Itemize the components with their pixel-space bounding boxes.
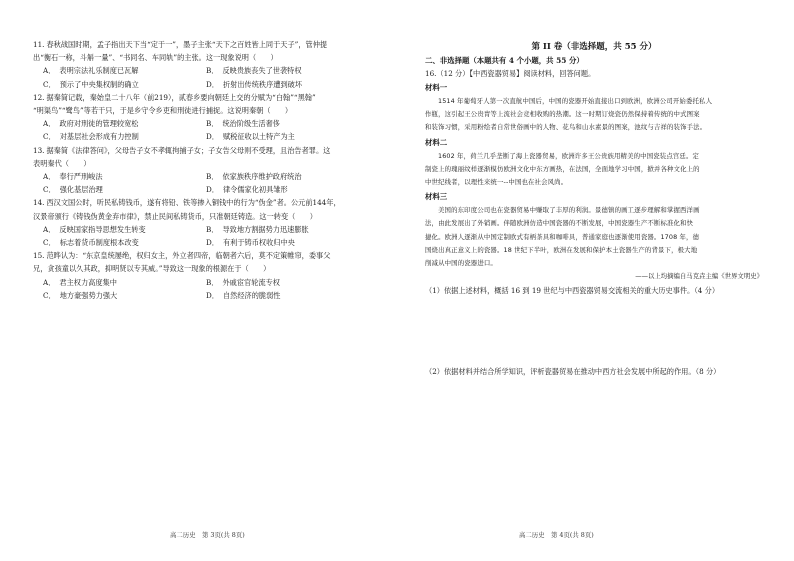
option-text: 对基层社会形成有力控制 xyxy=(59,132,139,142)
option-letter: A． xyxy=(43,224,56,234)
material-label: 材料一 xyxy=(425,83,448,92)
option-letter: A． xyxy=(43,66,56,76)
question-16-stem: 16.（12 分）【中西瓷器贸易】阅读材料，回答问题。 xyxy=(425,69,596,78)
question-12 xyxy=(33,91,369,144)
material-1 xyxy=(425,81,763,135)
option-text: 外戚宦官轮流专权 xyxy=(222,277,280,287)
question-13 xyxy=(33,144,369,197)
option-text: 统治阶级生活奢侈 xyxy=(222,119,280,129)
option-a xyxy=(43,117,206,130)
option-text: 导致地方割据势力迅速膨胀 xyxy=(222,224,309,234)
question-15 xyxy=(33,249,369,302)
option-letter: D． xyxy=(206,185,219,195)
question-text-line: 春秋战国时期，孟子指出天下当“定于一”，墨子主张“天下之百姓皆上同于天子”，管仲提 xyxy=(46,40,328,49)
option-letter: C． xyxy=(43,79,56,89)
question-number: 13. xyxy=(33,145,45,155)
option-letter: B． xyxy=(206,277,219,287)
option-c xyxy=(43,78,206,91)
option-d xyxy=(206,183,369,196)
option-b xyxy=(206,117,369,130)
question-text-line: 兄，贪孩童以久其政，抑明贤以专其威。”导致这一现象的根源在于（ ） xyxy=(33,264,271,274)
question-text-line: 据秦简《法律答问》，父母告子女不孝辄拘捕子女；子女告父母则不受理，且治告者罪。这 xyxy=(46,145,331,155)
question-number: 15. xyxy=(33,251,45,261)
material-line: 和装饰习惯，采用粉绘者自常世俗画中的人物、花鸟和山水素景的图案，池纹与吉祥的装饰手法。 xyxy=(425,123,707,132)
material-label: 材料二 xyxy=(425,137,448,147)
page-footer: 高二历史 第 4页(共 8页) xyxy=(519,531,594,539)
option-d xyxy=(206,78,369,91)
option-text: 政府对刑徒的管理较宽松 xyxy=(59,119,139,129)
option-letter: B． xyxy=(206,224,219,234)
question-text-line: 范晔认为：“东京皇统屡绝，权归女主，外立者四帝，临朝者六后，莫不定策帷帘，委事父 xyxy=(46,251,331,261)
question-stem xyxy=(33,144,369,157)
options xyxy=(33,117,369,143)
option-a xyxy=(43,170,206,183)
question-number: 14. xyxy=(33,198,45,208)
options xyxy=(33,64,369,90)
material-line: 国烧出真正意义上的瓷器。18 世纪下半叶，欧洲在发展和保护本土瓷器生产的背景下，极大地 xyxy=(425,245,698,254)
question-text-line: 据秦简记载，秦始皇二十八年（前219），贰春乡要向朝廷上交的分赋为“白翰”“黑翰” xyxy=(46,92,316,102)
option-letter: B． xyxy=(206,172,219,182)
option-text: 表明宗法礼乐制度已瓦解 xyxy=(59,66,139,76)
sub-question-2: （2）依据材料并结合所学知识，评析瓷器贸易在推动中西方社会发展中所起的作用。（8 分） xyxy=(425,367,721,377)
page-footer: 高二历史 第 3页(共 8页) xyxy=(170,531,245,539)
option-c xyxy=(43,130,206,143)
material-line: 美国的东印度公司也在瓷器贸易中赚取了丰厚的利润。景德镇的画工逐步理解和掌握西洋画 xyxy=(438,206,700,215)
option-letter: C． xyxy=(43,290,56,300)
option-letter: D． xyxy=(206,238,219,248)
option-text: 依家族秩序维护政府统治 xyxy=(222,172,302,182)
question-number: 12. xyxy=(33,92,45,102)
section-title: 二、非选择题（本题共有 4 个小题，共 55 分） xyxy=(425,56,584,65)
option-letter: D． xyxy=(206,290,219,300)
option-b xyxy=(206,276,369,289)
option-c xyxy=(43,236,206,249)
material-line: 捷化。欧洲人逐渐从中国定制欧式有柄茶具和咖啡具，普通家庭也逐渐使用瓷器。1708 年，德 xyxy=(425,232,700,241)
option-text: 折射出传统秩序遭到破坏 xyxy=(222,79,303,89)
left-page-content xyxy=(33,38,369,302)
question-11 xyxy=(33,38,369,91)
option-d xyxy=(206,130,369,143)
material-3 xyxy=(425,190,763,270)
question-text-line: 汉景帝颁行《铸钱伪黄金弃市律》，禁止民间私铸货币，只准朝廷铸造。这一转变（ ） xyxy=(33,211,317,221)
option-text: 强化基层治理 xyxy=(59,185,103,195)
question-stem xyxy=(33,249,369,262)
material-line: 作瓶，这引起王公贵胄等上流社会竞相收购的热潮。这一时期订烧瓷仍然保持着传统的中式图案 xyxy=(425,110,700,119)
material-line: 1602 年，荷兰几乎垄断了海上瓷器贸易，欧洲许多王公贵族用精美的中国瓷装点宫廷。定 xyxy=(438,151,700,160)
material-line: 1514 年葡萄牙人第一次直航中国后，中国的瓷器开始直接出口到欧洲，欧洲公司开始委托私人 xyxy=(438,97,713,105)
material-2 xyxy=(425,136,763,190)
option-text: 自然经济的脆弱性 xyxy=(222,290,281,300)
option-text: 有利于铸币权收归中央 xyxy=(222,238,295,248)
volume-title: 第 II 卷（非选择题，共 55 分） xyxy=(531,42,657,52)
question-stem xyxy=(33,38,369,51)
option-text: 地方豪强势力强大 xyxy=(59,290,118,300)
right-page-content xyxy=(425,38,763,378)
material-source: ——以上均摘编自马克垚主编《世界文明史》 xyxy=(635,272,763,281)
options xyxy=(33,170,369,196)
material-line: 法，由此发展出了外销画。伴随欧洲仿造中国瓷器的不断发展，中国瓷器生产不断标准化和快 xyxy=(425,219,694,228)
question-text-line: 出“衡石一称，斗斛一量”、“书同名、车同轨”的主张。这一现象说明（ ） xyxy=(33,53,278,63)
option-text: 君主权力高度集中 xyxy=(59,277,117,287)
option-letter: B． xyxy=(206,119,219,129)
option-letter: A． xyxy=(43,172,56,182)
option-letter: A． xyxy=(43,277,56,287)
material-label: 材料三 xyxy=(425,192,448,202)
question-text-line: 表明秦代（ ） xyxy=(33,158,91,168)
option-text: 赋税征收以土特产为主 xyxy=(222,132,295,142)
options xyxy=(33,276,369,302)
sub-question-1: （1）依据上述材料，概括 16 到 19 世纪与中西瓷器贸易交流相关的重大历史事件。（4 分） xyxy=(425,286,720,296)
question-stem xyxy=(33,196,369,209)
option-b xyxy=(206,223,369,236)
options xyxy=(33,223,369,249)
question-stem xyxy=(33,91,369,104)
question-14 xyxy=(33,196,369,249)
option-letter: D． xyxy=(206,79,219,89)
option-c xyxy=(43,289,206,302)
option-b xyxy=(206,170,369,183)
option-letter: C． xyxy=(43,132,56,142)
option-d xyxy=(206,289,369,302)
right-page xyxy=(397,0,794,561)
option-letter: D． xyxy=(206,132,219,142)
option-a xyxy=(43,276,206,289)
question-number: 11. xyxy=(33,40,45,49)
material-line: 中世纪线者，以理性来统一--中国也在社会风尚。 xyxy=(425,178,568,187)
material-line: 削减从中国的瓷器进口。 xyxy=(425,259,497,268)
question-text-line: 西汉文国公时，听民私铸钱币，遂有将铅、铁等掺入铜钱中的行为“伪金”者。公元前144年， xyxy=(46,198,341,208)
option-text: 律令儒家化初具雏形 xyxy=(222,185,288,195)
option-text: 预示了中央集权制的确立 xyxy=(59,79,139,89)
option-text: 标志着货币制度根本改变 xyxy=(59,238,139,248)
option-text: 奉行严刑峻法 xyxy=(59,172,103,182)
option-d xyxy=(206,236,369,249)
option-letter: A． xyxy=(43,119,56,129)
option-letter: B． xyxy=(206,66,219,76)
option-letter: C． xyxy=(43,185,56,195)
material-line: 制瓷上的瑰丽纹样逐渐模仿欧洲文化中东方画热，在法国，全面地学习中国，掀并各种文化上的 xyxy=(425,164,700,173)
option-b xyxy=(206,64,369,77)
option-a xyxy=(43,64,206,77)
option-text: 反映国家指导思想发生转变 xyxy=(59,224,146,234)
option-c xyxy=(43,183,206,196)
option-a xyxy=(43,223,206,236)
question-text-line: “明渠鸟”“鹭鸟”等若干只，于是乡守令乡吏和刑徒进行捕捉。这说明秦朝（ ） xyxy=(33,106,293,116)
option-text: 反映贵族丧失了世袭特权 xyxy=(222,66,302,76)
option-letter: C． xyxy=(43,238,56,248)
